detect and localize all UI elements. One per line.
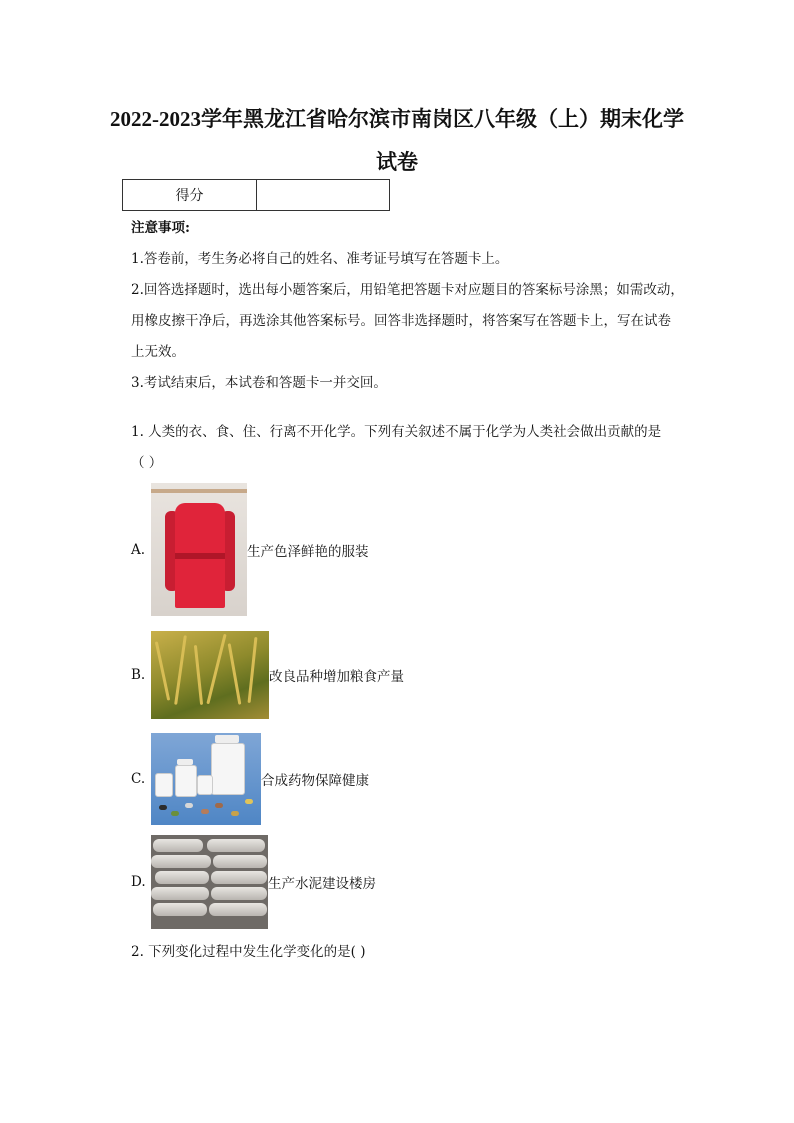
option-a-text: 生产色泽鲜艳的服装 — [247, 543, 369, 560]
notice-line-1: 1.答卷前，考生务必将自己的姓名、准考证号填写在答题卡上。 — [131, 251, 509, 267]
option-a-letter: A. — [131, 541, 146, 558]
option-d-text: 生产水泥建设楼房 — [268, 876, 376, 892]
question-1-stem: 1. 人类的衣、食、住、行离不开化学。下列有关叙述不属于化学为人类社会做出贡献的是 — [131, 424, 662, 440]
red-coat-image — [151, 483, 247, 616]
cement-bags-image — [151, 835, 268, 929]
option-b-letter: B. — [131, 667, 146, 683]
option-c — [131, 733, 369, 825]
medicine-image — [151, 733, 261, 825]
option-c-letter: C. — [131, 771, 146, 787]
notice-heading: 注意事项: — [131, 220, 190, 236]
notice-line-3: 用橡皮擦干净后，再选涂其他答案标号。回答非选择题时，将答案写在答题卡上，写在试卷 — [131, 313, 671, 329]
exam-title-line2: 试卷 — [376, 150, 418, 174]
notice-line-2: 2.回答选择题时，选出每小题答案后，用铅笔把答题卡对应题目的答案标号涂黑；如需改动， — [131, 282, 684, 298]
notice-line-4: 上无效。 — [131, 344, 185, 360]
exam-title-line1: 2022-2023学年黑龙江省哈尔滨市南岗区八年级（上）期末化学 — [110, 107, 684, 131]
question-1-stem-bracket: （ ） — [131, 455, 163, 471]
question-2-stem: 2. 下列变化过程中发生化学变化的是( ) — [131, 944, 366, 960]
score-value — [257, 180, 390, 211]
option-b-text: 改良品种增加粮食产量 — [269, 669, 404, 685]
option-a — [131, 483, 369, 616]
score-label: 得分 — [123, 180, 257, 211]
option-c-text: 合成药物保障健康 — [261, 773, 369, 789]
notice-line-5: 3.考试结束后，本试卷和答题卡一并交回。 — [131, 375, 387, 391]
rice-field-image — [151, 631, 269, 719]
option-d-letter: D. — [131, 874, 146, 890]
option-d — [131, 835, 376, 929]
score-table — [122, 179, 390, 211]
option-b — [131, 631, 404, 719]
